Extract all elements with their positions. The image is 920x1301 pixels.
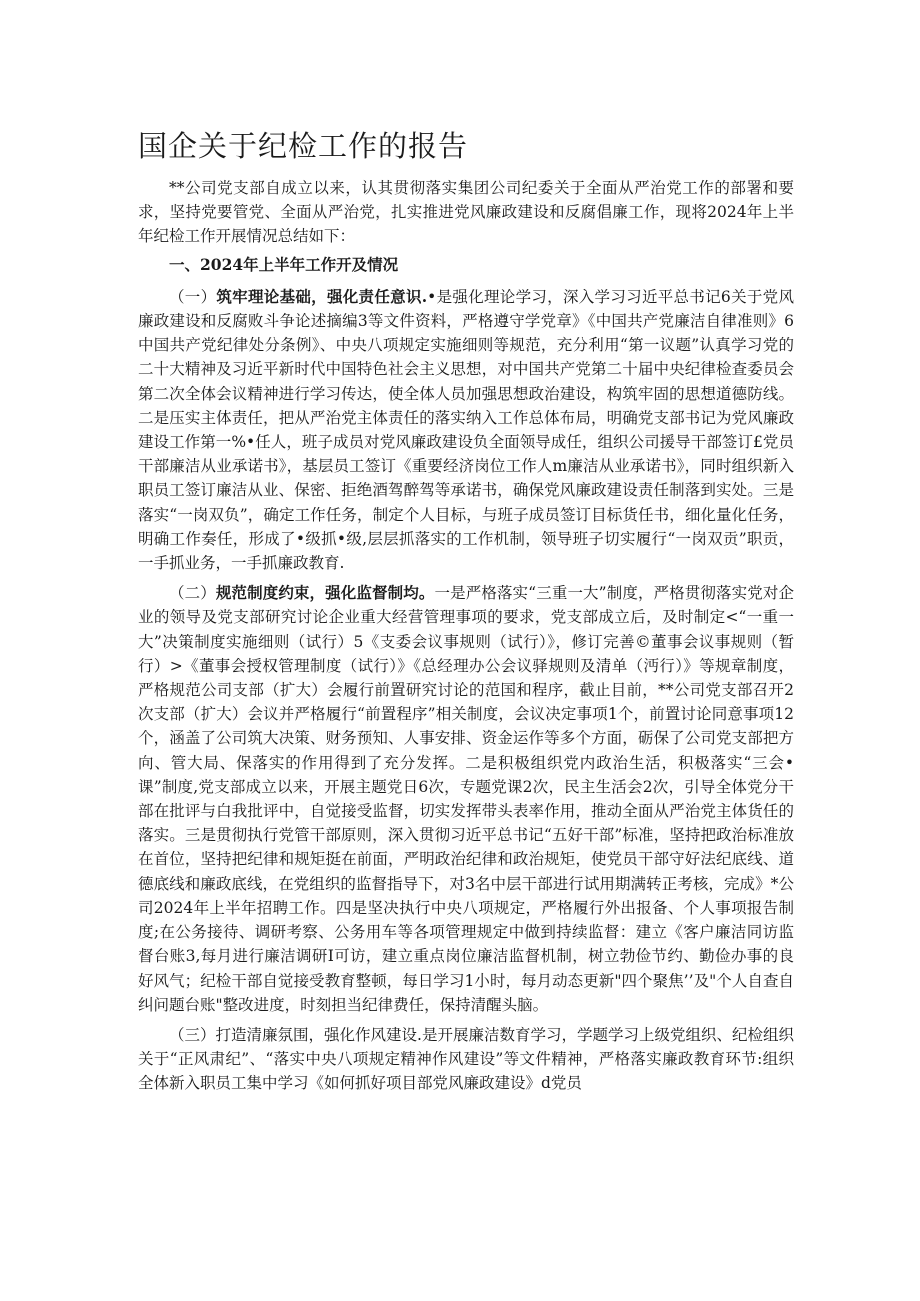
paragraph-2-lead: 规范制度约束，强化监督制均。	[215, 583, 435, 603]
paragraph-1-lead: 筑牢理论基础，强化责任意识.	[216, 286, 428, 306]
paragraph-1	[138, 285, 794, 575]
paragraph-1-text: •是强化理论学习，深入学习习近平总书记6关于党风廉政建设和反腐败斗争论述摘编3等文件资料，严格遵守学党章》《中国共产党廉洁自律准则》6中国共产党纪律处分条例》、中央八项规定实施细则等规范，充分利用“第一议题”认真学习党的二十大精神及习近平新时代中国特色社会主义思想，对中国共产党第二十届中央纪律检查委员会第二次全体会议精神进行学习传达，使全体人员加强思想政治建设，构筑牢固的思想道德防线。二是压实主体责任，把从严治党主体责任的落实纳入工作总体布局，明确党支部书记为党风廉政建设工作第一%•任人，班子成员对党风廉政建设负全面领导成任，组织公司援导干部签订£党员干部廉洁从业承诺书》，基层员工签订《重要经济岗位工作人m廉洁从业承诺书》，同时组织新入职员工签订廉洁从业、保密、拒绝酒驾醉驾等承诺书，确保党风廉政建设责任制落到实处。三是落实“一岗双负”，确定工作任务，制定个人目标，与班子成员签订目标货任书，细化量化任务，明确工作奏任，形成了•级抓•级,层层抓落实的工作机制，领导班子切实履行“一岗双贡”职贡，一手抓业务，一手抓廉政教育.	[138, 287, 794, 573]
paragraph-3-number: （三）	[169, 1025, 216, 1044]
paragraph-2-number: （二）	[169, 584, 216, 603]
section-heading: 一、2024年上半年工作开及情况	[169, 254, 399, 274]
intro-paragraph: **公司党支部自成立以来，认其贯彻落实集团公司纪委关于全面从严治党工作的部署和要求，坚持党要管党、全面从严治党，扎实推进党风廉政建设和反腐倡廉工作，现将2024年上半年纪检工作开展情况总结如下：	[138, 179, 794, 246]
paragraph-1-number: （一）	[169, 287, 217, 306]
document-body	[138, 176, 794, 1102]
document-title: 国企关于纪检工作的报告	[138, 129, 469, 163]
paragraph-2-text: 一是严格落实“三重一大”制度，严格贯彻落实党对企业的领导及党支部研究讨论企业重大经营管理事项的要求，党支部成立后，及时制定<“一重一大”决策制度实施细则（试行）5《支委会议事规则（试行）》，修订完善©董事会议事规则（暂行）>《董事会授权管理制度（试行）》《总经理办公会议驿规则及清单（沔行）》等规章制度，严格规范公司支部（扩大）会履行前置研究讨论的范国和程序，截止目前，**公司党支部召开2次支部（扩大）会议并严格履行“前置程序”相关制度，会议决定事项1个，前置讨论同意事项12个，涵盖了公司筑大决策、财务预知、人事安排、资金运作等多个方面，砺保了公司党支部把方向、管大局、保落实的作用得到了充分发挥。二是积极组织党内政治生活，积极落实“三会•课”制度,党支部成立以来，开展主题党日6次，专题党课2次，民主生活会2次，引导全体党分干部在批评与白我批评中，自觉接受监督，切实发挥带头表率作用，推动全面从严治党主体货任的落实。三是贯彻执行党管干部原则，深入贯彻习近平总书记“五好干部”标准，坚持把政治标准放在首位，坚持把纪律和规矩挺在前面，严明政治纪律和政治规矩，使党员干部守好法纪底线、道德底线和廉政底线，在党组织的监督指导下，对3名中层干部进行试用期满转正考核，完成》*公司2024年上半年招聘工作。四是坚决执行中央八项规定，严格履行外出报备、个人事项报告制度;在公务接待、调研考察、公务用车等各项管理规定中做到持续监督：建立《客户廉洁同访监督台账3,每月进行廉洁调研I可访，建立重点岗位廉洁监督机制，树立勃俭节约、勤俭办事的良好风气；纪检干部自觉接受教育整顿，每日学习1小时，每月动态更新"四个聚焦’’及"个人自查自纠问题台账"整改进度，时刻担当纪律费任，保持清醒头脑。	[138, 584, 794, 1014]
paragraph-3-text: 打造清廉氛围，强化作风建设.是开展廉洁数育学习，学题学习上级党组织、纪检组织关于“正风肃纪”、“落实中央八项规定精神作风建设”等文件精神，严格落实廉政教育环节:组织全体新入职员工集中学习《如何抓好项目部党风廉政建设》d党员	[138, 1025, 794, 1093]
paragraph-2	[138, 581, 794, 1017]
paragraph-3	[138, 1023, 794, 1096]
